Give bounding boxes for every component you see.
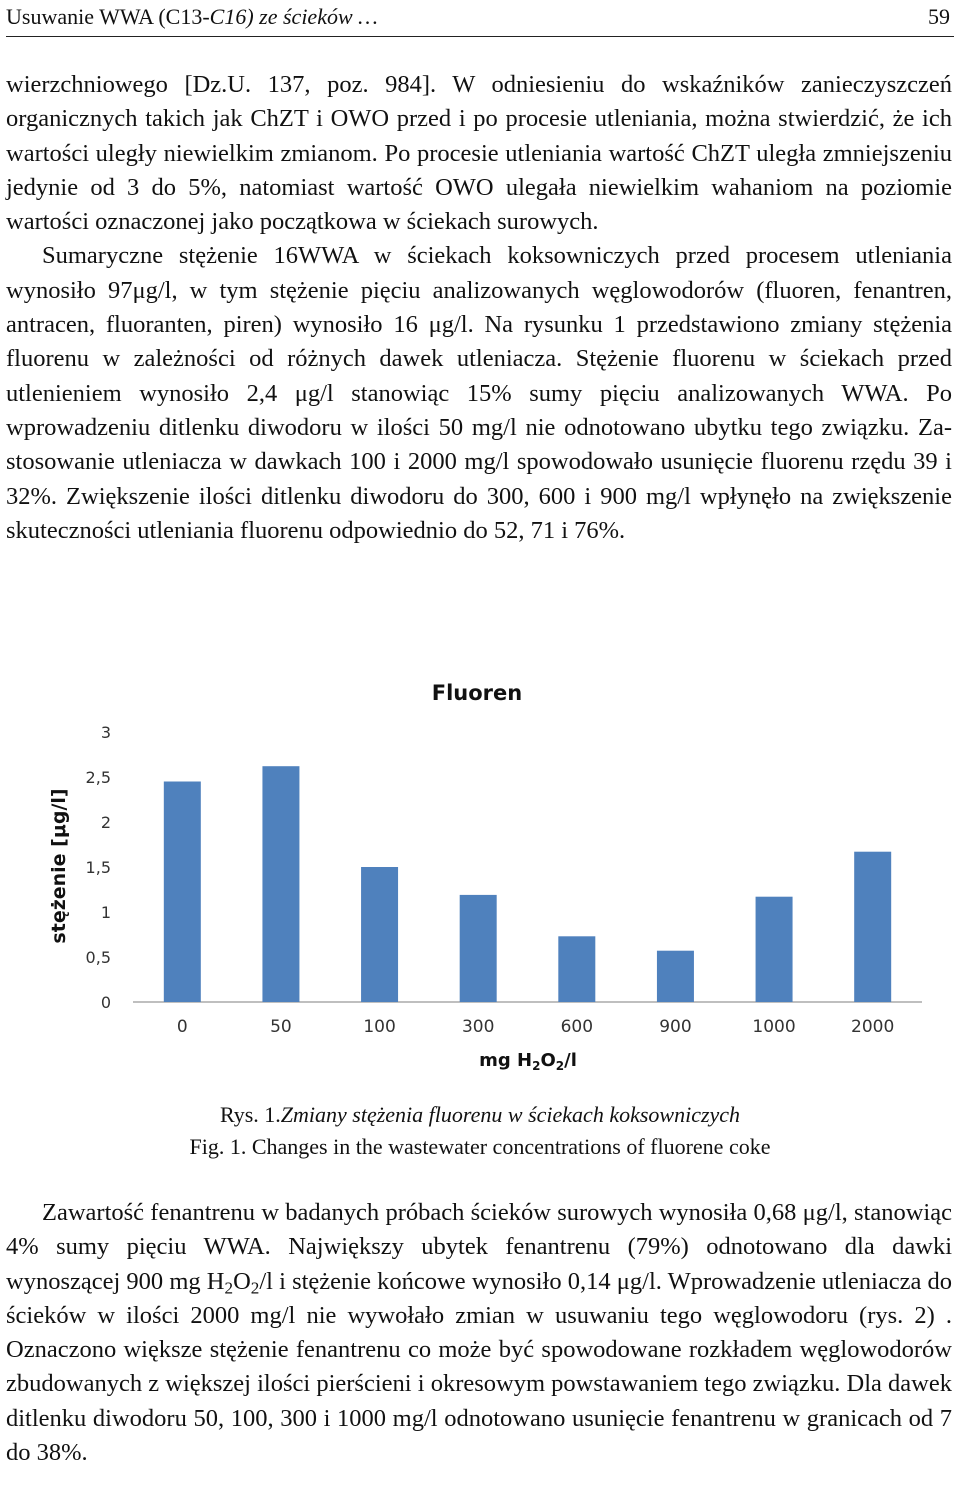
- y-tick-label: 2,5: [85, 768, 111, 787]
- bar: [657, 951, 694, 1002]
- y-tick-label: 2: [100, 813, 111, 832]
- x-tick-label: 2000: [851, 1017, 895, 1037]
- body-text-top: [6, 68, 952, 548]
- y-tick-label: 0,5: [85, 948, 111, 967]
- running-title: [6, 4, 378, 30]
- bars: [164, 766, 891, 1002]
- y-tick-label: 0: [100, 993, 111, 1012]
- y-tick-label: 1: [100, 903, 111, 922]
- x-tick-labels: [177, 1017, 894, 1037]
- y-tick-labels: [86, 723, 111, 1012]
- paragraph-summary: Sumaryczne stężenie 16WWA w ściekach koksowniczych przed procesem utleniania wynosiło 97μg/l, w tym stężenie pięciu analizowanych węglowodorów (fluoren, fenantren, antracen, fluoranten, piren) wynosiło 16 μg/l. Na rysunku 1 przedstawiono zmiany stężenia fluorenu w zależności od różnych dawek utleniacza. Stężenie fluorenu w ściekach przed utlenieniem wynosiło 2,4 μg/l stanowiąc 15% sumy pięciu analizowanych WWA. Po wprowadzeniu ditlenku diwodoru w ilości 50 mg/l nie odnotowano ubytku tego związku. Zastosowanie utleniacza w dawkach 100 i 2000 mg/l spowodowało usunięcie fluorenu rzędu 39 i 32%. Zwiększenie ilości ditlenku diwodoru do 300, 600 i 900 mg/l wpłynęło na zwiększenie skuteczności utleniania fluorenu odpowiednio do 52, 71 i 76%.: [6, 242, 952, 544]
- x-tick-label: 50: [270, 1017, 292, 1037]
- bar: [756, 897, 793, 1002]
- x-tick-label: 600: [560, 1017, 594, 1037]
- x-tick-label: 0: [176, 1017, 188, 1037]
- paragraph-continuation: wierzchniowego [Dz.U. 137, poz. 984]. W odniesieniu do wskaźników zanieczyszczeń organicznych takich jak ChZT i OWO przed i po procesie utleniania, można stwierdzić, że ich wartości uległy niewielkim zmianom. Po procesie utleniania wartość ChZT uległa zmniejszeniu jedynie od 3 do 5%, natomiast wartość OWO ulegała niewielkim wahaniom na poziomie wartości oznaczonej jako początkowa w ściekach surowych.: [6, 71, 952, 236]
- x-axis-title: mg $H_2O_2/l$: [479, 1050, 577, 1073]
- body-text-bottom: [6, 1196, 952, 1470]
- chart-title: Fluoren: [431, 681, 523, 705]
- figure-caption-pl: [0, 1102, 960, 1128]
- running-header: [6, 0, 954, 37]
- bar: [558, 936, 595, 1002]
- y-axis-title: stężenie [μg/l]: [48, 788, 70, 944]
- y-axis-title-group: [48, 788, 70, 943]
- bar: [361, 867, 398, 1002]
- x-tick-label: 300: [461, 1017, 495, 1037]
- caption-prefix: Rys. 1.: [219, 1102, 281, 1127]
- x-tick-label: 900: [659, 1017, 692, 1037]
- caption-title-pl: Zmiany stężenia fluorenu w ściekach koksowniczych: [280, 1102, 741, 1127]
- y-tick-label: 1,5: [85, 858, 111, 877]
- running-title-main: Usuwanie WWA (C13-: [6, 4, 210, 29]
- figure-caption-en: Fig. 1. Changes in the wastewater concentrations of fluorene coke: [189, 1134, 771, 1159]
- x-tick-label: 1000: [752, 1017, 796, 1037]
- bar: [262, 766, 299, 1002]
- bar: [854, 852, 891, 1002]
- paragraph-fenantren: Zawartość fenantrenu w badanych próbach ścieków surowych wynosiła 0,68 μg/l, stanowiąc 4% sumy pięciu WWA. Największy ubytek fenantrenu (79%) odnotowano dla dawki wynoszącej 900 mg $H_2O_2/l$ i stężenie końcowe wynosiło 0,14 μg/l. Wprowadzenie utleniacza do ścieków w ilości 2000 mg/l nie wywołało zmian w usuwaniu tego węglowodoru (rys. 2) . Oznaczono większe stężenie fenantrenu co może być spowodowane rozkładem węglowodorów zbudowanych z większej ilości pierścieni i okresowym powstawaniem tego związku. Dla dawek ditlenku diwodoru 50, 100, 300 i 1000 mg/l odnotowano usunięcie fenantrenu w granicach od 7 do 38%.: [6, 1199, 952, 1467]
- fluoren-bar-chart: [0, 668, 960, 1088]
- y-tick-label: 3: [100, 723, 111, 742]
- bar: [164, 782, 201, 1003]
- running-title-italic: C16) ze ścieków …: [209, 4, 378, 29]
- page-number: 59: [928, 4, 950, 29]
- x-tick-label: 100: [363, 1017, 396, 1037]
- bar: [460, 895, 497, 1002]
